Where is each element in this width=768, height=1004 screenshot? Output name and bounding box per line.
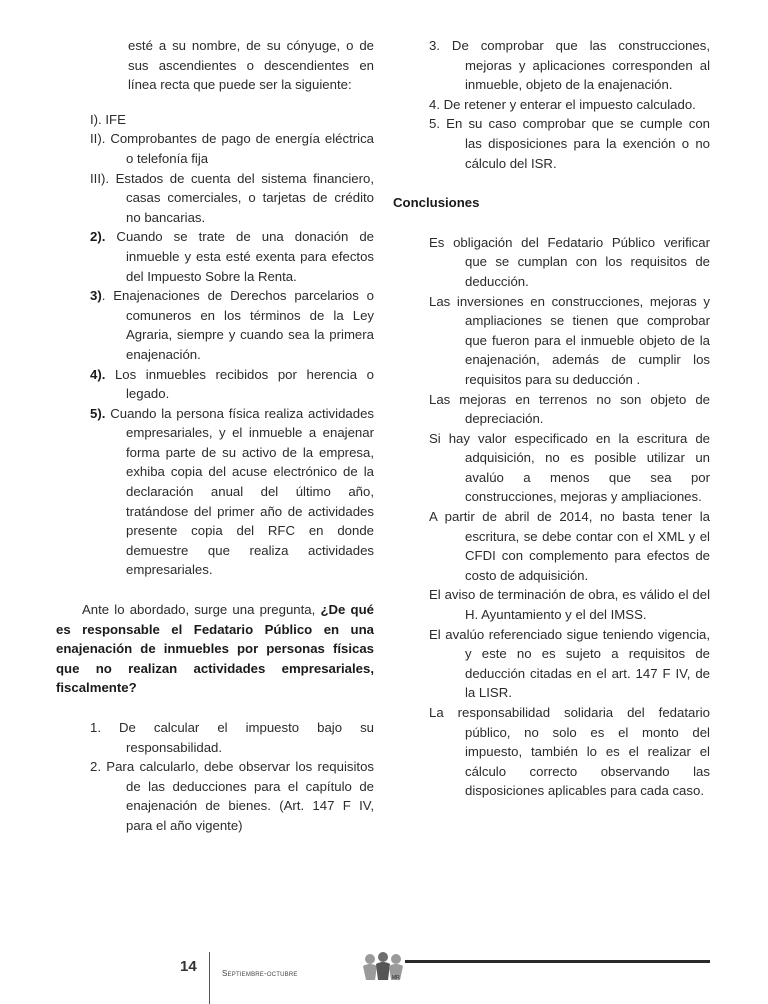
question-bold: ¿De qué es responsable el Fedatario Público en una enajenación de inmuebles por personas físicas que no realizan actividades empresariales, fiscalmente? (56, 602, 374, 696)
right-column (393, 36, 710, 801)
list-item: I). IFE (90, 111, 126, 127)
list-item: 4. De retener y enterar el impuesto calculado. (429, 96, 696, 112)
footer-divider (209, 952, 210, 1004)
list-item: III). Estados de cuenta del sistema financiero, casas comerciales, o tarjetas de crédito no bancarias. (90, 170, 374, 225)
responsibility-list (56, 718, 374, 836)
footer-rule (405, 960, 710, 963)
question-paragraph (56, 600, 374, 698)
numbered-list (56, 227, 374, 580)
list-item: 5. En su caso comprobar que se cumple con las disposiciones para la exención o no cálculo del ISR. (429, 116, 710, 171)
intro-paragraph: esté a su nombre, de su cónyuge, o de sus ascendientes o descendientes en línea recta que puede ser la siguiente: (128, 38, 374, 93)
item-marker: 2). (90, 229, 106, 245)
roman-list (56, 110, 374, 228)
conclusion-item: Es obligación del Fedatario Público verificar que se cumplan con los requisitos de deducción. (429, 234, 710, 289)
conclusions-list (393, 233, 710, 801)
item-marker: 4). (90, 366, 106, 382)
item-text: Cuando la persona física realiza actividades empresariales, y el inmueble a enajenar forma parte de su activo de la empresa, exhiba copia del acuse electrónico de la declaración anual del último año, tratándose del primer año de actividades presente copia del RFC en donde demuestre que realiza actividades empresariales. (105, 405, 374, 578)
conclusion-item: A partir de abril de 2014, no basta tener la escritura, se debe contar con el XML y el CFDI con complemento para efectos de costo de adquisición. (429, 509, 710, 583)
list-item: 2. Para calcularlo, debe observar los requisitos de las deducciones para el capítulo de enajenación de bienes. (Art. 147 F IV, para el año vigente) (90, 759, 374, 833)
conclusion-item: El aviso de terminación de obra, es válido el del H. Ayuntamiento y el del IMSS. (429, 587, 710, 623)
item-text: Los inmuebles recibidos por herencia o legado. (105, 366, 374, 402)
list-item (90, 286, 374, 364)
list-item: II). Comprobantes de pago de energía eléctrica o telefonía fija (90, 131, 374, 166)
list-item (90, 404, 374, 580)
publisher-logo-icon (358, 952, 408, 982)
left-column (56, 36, 374, 836)
item-text: Cuando se trate de una donación de inmueble y esta esté exenta para efectos del Impuesto Sobre la Renta. (105, 229, 374, 284)
conclusion-item: El avalúo referenciado sigue teniendo vigencia, y este no es sujeto a requisitos de deducción citadas en el art. 147 F IV, de la LISR. (429, 626, 710, 701)
section-heading: Conclusiones (393, 195, 480, 211)
item-marker: 3) (90, 288, 102, 304)
issue-label: Septiembre-octubre (222, 969, 298, 978)
page-footer (0, 952, 768, 1004)
list-item: 3. De comprobar que las construcciones, mejoras y aplicaciones corresponden al inmueble, objeto de la enajenación. (429, 38, 710, 93)
conclusion-item: Las mejoras en terrenos no son objeto de depreciación. (429, 391, 710, 427)
list-item: 1. De calcular el impuesto bajo su responsabilidad. (90, 720, 374, 755)
page-number: 14 (180, 958, 197, 975)
question-lead: Ante lo abordado, surge una pregunta, (82, 602, 321, 618)
item-marker: 5). (90, 405, 106, 421)
item-text: . Enajenaciones de Derechos parcelarios o comuneros en los términos de la Ley Agraria, siempre y cuando sea la primera enajenación. (101, 288, 374, 362)
conclusion-item: La responsabilidad solidaria del fedatario público, no solo es el monto del impuesto, también lo es el realizar el cálculo correcto observando las disposiciones aplicables para cada caso. (429, 705, 710, 799)
conclusion-item: Las inversiones en construcciones, mejoras y ampliaciones se tienen que comprobar que fueron para el inmueble objeto de la enajenación, además de cumplir los requisitos para su deducción . (429, 293, 710, 387)
list-item (90, 365, 374, 404)
logo-text: MR (392, 975, 400, 981)
list-item (90, 227, 374, 286)
conclusion-item: Si hay valor especificado en la escritura de adquisición, no es posible utilizar un avalúo a menos que sea por construcciones, mejoras y ampliaciones. (429, 430, 710, 505)
responsibility-list-cont (393, 36, 710, 173)
